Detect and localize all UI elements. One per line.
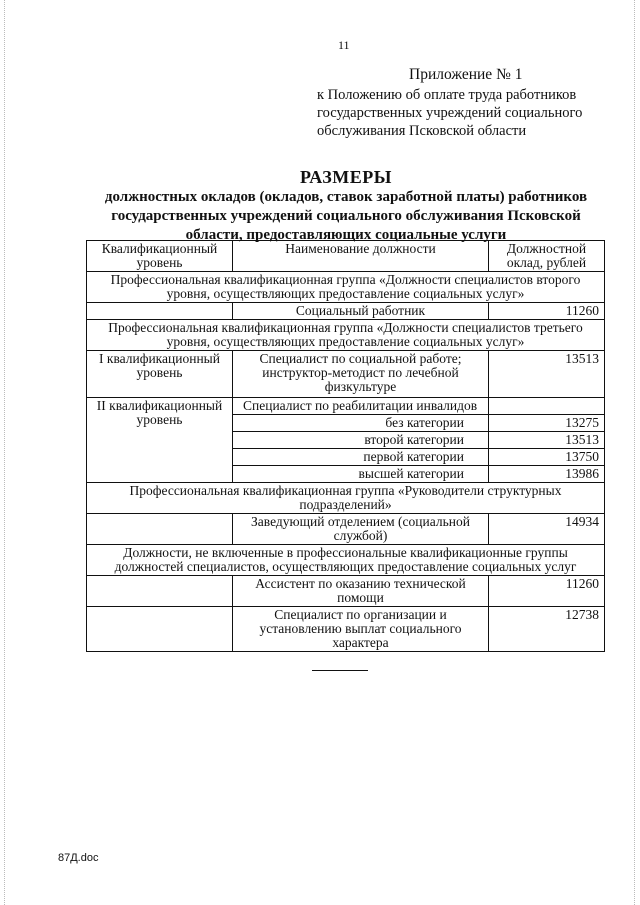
group-title: Профессиональная квалификационная группа «Должности специалистов третьего уровня, осуществляющих предоставление социальных услуг» [87, 320, 605, 351]
level-cell [87, 514, 233, 545]
salary-cell: 13513 [489, 432, 605, 449]
page-number: 11 [338, 38, 350, 52]
category-cell: без категории [233, 415, 489, 432]
salary-cell: 14934 [489, 514, 605, 545]
category-cell: второй категории [233, 432, 489, 449]
salary-cell: 13513 [489, 351, 605, 398]
position-cell: Ассистент по оказанию технической помощи [233, 576, 489, 607]
table-row [87, 607, 605, 652]
salary-cell: 13750 [489, 449, 605, 466]
appendix-line: к Положению об оплате труда работников [317, 87, 577, 103]
category-cell: высшей категории [233, 466, 489, 483]
header-level: Квалификационный уровень [87, 241, 233, 272]
document-title: РАЗМЕРЫ [300, 167, 392, 187]
salary-cell: 11260 [489, 576, 605, 607]
appendix-block [317, 66, 617, 140]
document-subtitle-line: области, предоставляющих социальные услуги [185, 227, 507, 243]
table-row [87, 514, 605, 545]
group-row [87, 545, 605, 576]
salary-cell: 13986 [489, 466, 605, 483]
group-title: Профессиональная квалификационная группа «Руководители структурных подразделений» [87, 483, 605, 514]
group-row [87, 272, 605, 303]
category-cell: первой категории [233, 449, 489, 466]
appendix-line: государственных учреждений социального [317, 105, 583, 121]
level-cell [87, 607, 233, 652]
level-cell [87, 303, 233, 320]
position-cell: Специалист по социальной работе; инструктор-методист по лечебной физкультуре [233, 351, 489, 398]
scan-edge-right [634, 0, 635, 905]
group-title: Должности, не включенные в профессиональные квалификационные группы должностей специалистов, осуществляющих предоставление социальных услуг [87, 545, 605, 576]
level-cell [87, 576, 233, 607]
scan-edge-left [4, 0, 5, 905]
group-row [87, 320, 605, 351]
level-cell: I квалификационный уровень [87, 351, 233, 398]
salary-cell: 13275 [489, 415, 605, 432]
position-cell: Специалист по организации и установлению выплат социального характера [233, 607, 489, 652]
appendix-title: Приложение № 1 [409, 66, 523, 83]
salary-cell: 12738 [489, 607, 605, 652]
header-salary: Должностной оклад, рублей [489, 241, 605, 272]
table-row [87, 303, 605, 320]
table-header-row [87, 241, 605, 272]
table-row [87, 576, 605, 607]
table-row [87, 351, 605, 398]
header-position: Наименование должности [233, 241, 489, 272]
level-cell: II квалификационный уровень [87, 398, 233, 483]
document-heading [86, 166, 606, 245]
file-name: 87Д.doc [58, 852, 99, 864]
document-subtitle-line: государственных учреждений социального обслуживания Псковской [111, 208, 581, 224]
table-row [87, 398, 605, 415]
separator-line [312, 670, 368, 671]
position-cell: Социальный работник [233, 303, 489, 320]
salary-cell: 11260 [489, 303, 605, 320]
group-title: Профессиональная квалификационная группа «Должности специалистов второго уровня, осуществляющих предоставление социальных услуг» [87, 272, 605, 303]
appendix-line: обслуживания Псковской области [317, 123, 527, 139]
salary-table [86, 240, 605, 652]
position-cell: Специалист по реабилитации инвалидов [233, 398, 489, 415]
document-subtitle-line: должностных окладов (окладов, ставок заработной платы) работников [104, 189, 588, 205]
salary-cell [489, 398, 605, 415]
group-row [87, 483, 605, 514]
position-cell: Заведующий отделением (социальной службой) [233, 514, 489, 545]
